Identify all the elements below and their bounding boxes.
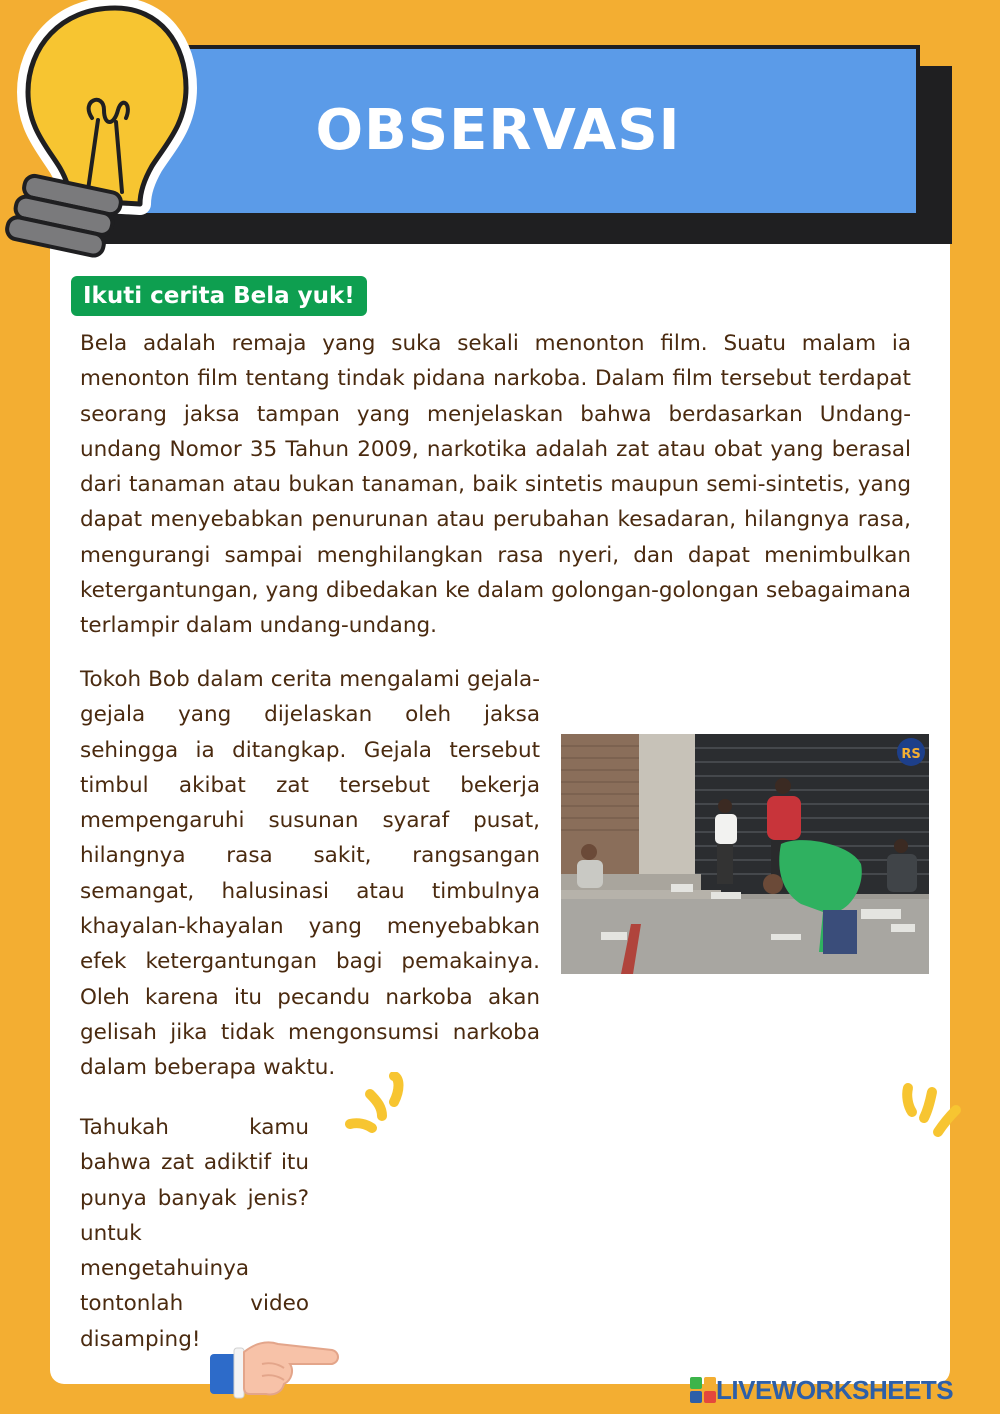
pointing-hand-icon [206, 1314, 342, 1400]
street-scene-photo [561, 734, 929, 974]
liveworksheets-logo [690, 1374, 953, 1406]
burst-icon [344, 1072, 408, 1136]
paragraph-intro: Bela adalah remaja yang suka sekali menonton film. Suatu malam ia menonton film tentang tindak pidana narkoba. Dalam film tersebut terdapat seorang jaksa tampan yang menjelaskan bahwa berdasarkan Undang-undang Nomor 35 Tahun 2009, narkotika adalah zat atau obat yang berasal dari tanaman atau bukan tanaman, baik sintetis maupun semi-sintetis, yang dapat menyebabkan penurunan atau perubahan kesadaran, hilangnya rasa, mengurangi sampai menghilangkan rasa nyeri, dan dapat menimbulkan ketergantungan, yang dibedakan ke dalam golongan-golongan sebagaimana terlampir dalam undang-undang. [80, 331, 911, 639]
story-badge: Ikuti cerita Bela yuk! [71, 276, 367, 316]
page-title: OBSERVASI [315, 98, 681, 163]
street-scene-illustration [561, 734, 929, 974]
paragraph-symptoms: Tokoh Bob dalam cerita mengalami gejala-gejala yang dijelaskan oleh jaksa sehingga ia ditangkap. Gejala tersebut timbul akibat zat tersebut bekerja mempengaruhi susunan syaraf pusat, hilangnya rasa sakit, rangsangan semangat, halusinasi atau timbulnya khayalan-khayalan yang menyebabkan efek ketergantungan bagi pemakainya. Oleh karena itu pecandu narkoba akan gelisah jika tidak mengonsumsi narkoba dalam beberapa waktu. [80, 667, 540, 1081]
light-bulb-icon [0, 0, 210, 270]
liveworksheets-wordmark: LIVEWORKSHEETS [716, 1374, 954, 1405]
paragraph-video-prompt: Tahukah kamu bahwa zat adiktif itu punya banyak jenis? untuk mengetahuinya tontonlah video disamping! [80, 1115, 309, 1352]
photo-badge-label: RS [901, 747, 921, 762]
liveworksheets-logo-icon [690, 1377, 716, 1403]
burst-icon [900, 1080, 966, 1140]
